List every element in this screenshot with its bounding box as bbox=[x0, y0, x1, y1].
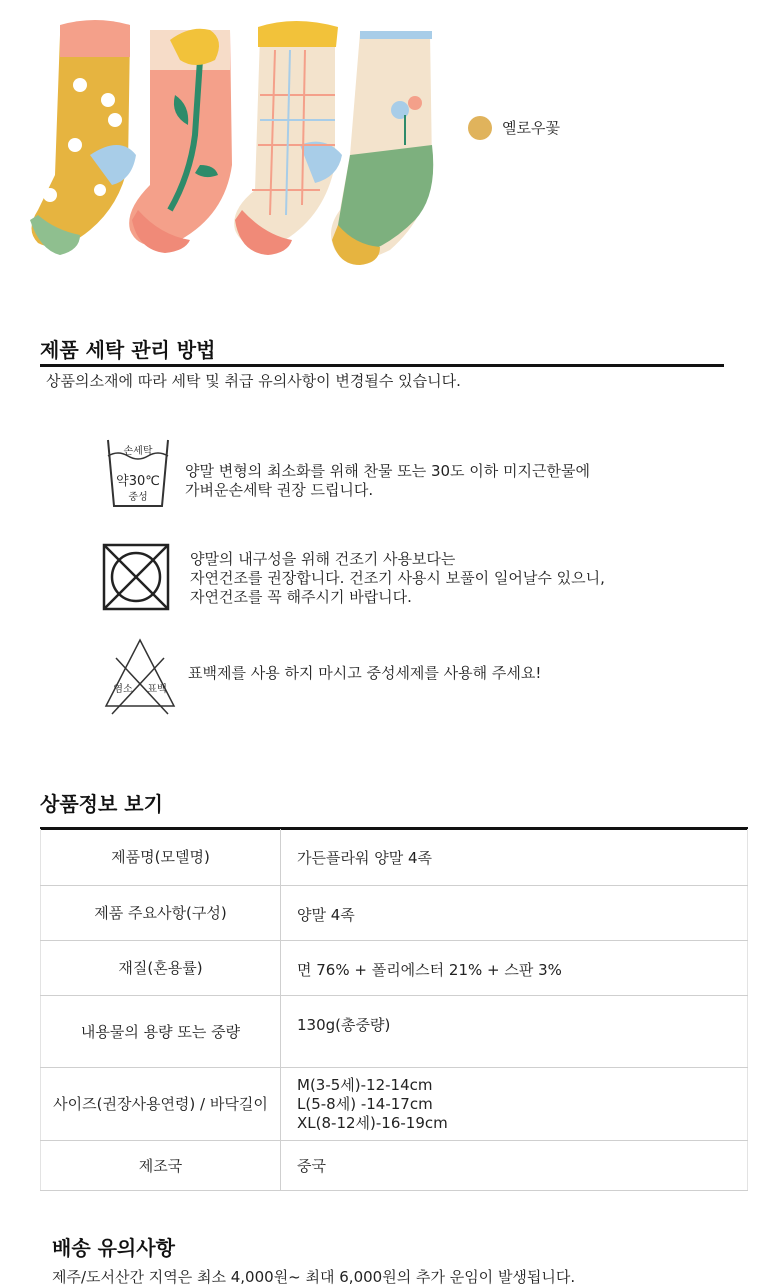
table-label: 제조국 bbox=[41, 1140, 281, 1190]
table-value: 가든플라워 양말 4족 bbox=[281, 829, 748, 885]
table-label: 제품 주요사항(구성) bbox=[41, 885, 281, 940]
table-row bbox=[41, 940, 748, 995]
peach-tulip-sock bbox=[129, 29, 232, 253]
table-row bbox=[41, 995, 748, 1067]
table-value: 중국 bbox=[281, 1140, 748, 1190]
hand-wash-detergent: 중성 bbox=[128, 492, 148, 503]
wash-section-title: 제품 세탁 관리 방법 bbox=[40, 338, 216, 362]
hand-wash-text: 양말 변형의 최소화를 위해 찬물 또는 30도 이하 미지근한물에 가벼운손세탁 권장 드립니다. bbox=[185, 462, 590, 499]
no-bleach-label-bleach: 표백 bbox=[147, 684, 167, 695]
table-row bbox=[41, 1067, 748, 1140]
table-value: 면 76% + 폴리에스터 21% + 스판 3% bbox=[281, 940, 748, 995]
table-row bbox=[41, 829, 748, 885]
product-info-table bbox=[40, 829, 748, 1191]
hand-wash-label: 손세탁 bbox=[123, 446, 153, 457]
no-tumble-dry-text: 양말의 내구성을 위해 건조기 사용보다는 자연건조를 권장합니다. 건조기 사용시 보풀이 일어날수 있으니, 자연건조를 꼭 해주시기 바랍니다. bbox=[190, 550, 605, 606]
socks-product-image bbox=[20, 15, 450, 270]
table-label: 제품명(모델명) bbox=[41, 829, 281, 885]
color-swatch[interactable] bbox=[468, 116, 492, 140]
no-bleach-label-chlorine: 염소 bbox=[113, 684, 133, 695]
table-value: 130g(총중량) bbox=[281, 995, 748, 1067]
hand-wash-temp: 약30℃ bbox=[116, 474, 160, 489]
wash-subtitle: 상품의소재에 따라 세탁 및 취급 유의사항이 변경될수 있습니다. bbox=[46, 372, 461, 390]
table-row bbox=[41, 1140, 748, 1190]
wash-title-rule bbox=[40, 364, 724, 367]
no-bleach-icon bbox=[102, 636, 178, 716]
color-option-label: 옐로우꽃 bbox=[502, 119, 560, 137]
table-row bbox=[41, 885, 748, 940]
table-label: 내용물의 용량 또는 중량 bbox=[41, 995, 281, 1067]
no-tumble-dry-icon bbox=[102, 543, 170, 611]
delivery-section-title: 배송 유의사항 bbox=[52, 1236, 175, 1260]
table-label: 사이즈(권장사용연령) / 바닥길이 bbox=[41, 1067, 281, 1140]
no-bleach-text: 표백제를 사용 하지 마시고 중성세제를 사용해 주세요! bbox=[188, 664, 542, 682]
hand-wash-icon bbox=[106, 436, 170, 510]
table-value: 양말 4족 bbox=[281, 885, 748, 940]
info-section-title: 상품정보 보기 bbox=[40, 792, 163, 816]
table-value: M(3-5세)-12-14cm L(5-8세) -14-17cm XL(8-12세)-16-19cm bbox=[281, 1067, 748, 1140]
delivery-text: 제주/도서산간 지역은 최소 4,000원~ 최대 6,000원의 추가 운임이 발생됩니다. bbox=[52, 1268, 576, 1286]
green-flower-sock bbox=[331, 31, 433, 265]
table-label: 재질(혼용률) bbox=[41, 940, 281, 995]
plaid-sock bbox=[234, 21, 342, 255]
yellow-flower-sock bbox=[30, 20, 136, 255]
